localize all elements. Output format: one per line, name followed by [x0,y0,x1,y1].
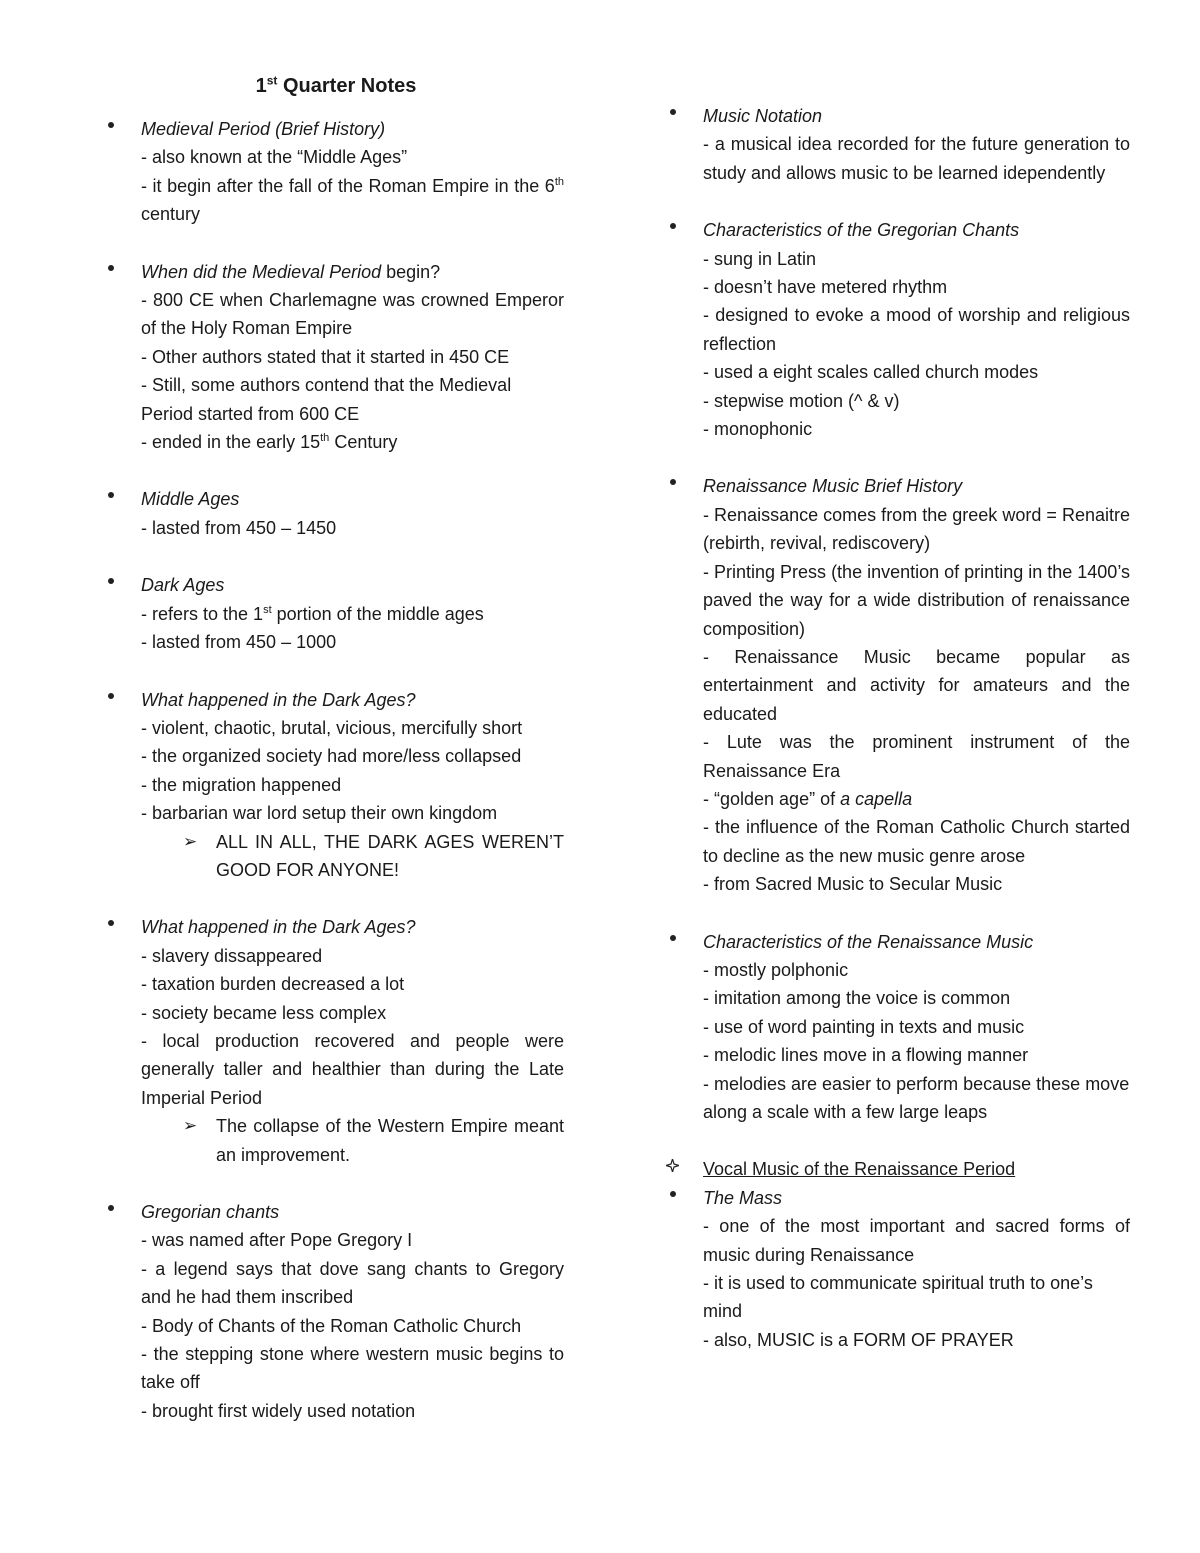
section-heading: Characteristics of the Renaissance Music [703,931,1034,952]
section-gregorian-chants [108,1198,564,1425]
sub-note: ➢ The collapse of the Western Empire meant an improvement. [141,1112,564,1169]
bullet-icon [670,1191,676,1197]
note-line: - melodic lines move in a flowing manner [703,1045,1029,1066]
section-heading: Medieval Period (Brief History) [141,119,386,139]
note-line: - stepwise motion (^ & v) [703,390,900,411]
section-renaissance-history [670,472,1130,898]
note-line: - a legend says that dove sang chants to Gregory and he had them inscribed [141,1258,564,1308]
bullet-icon [670,109,676,115]
bullet-icon [108,122,114,128]
note-line: - it begin after the fall of the Roman Empire in the 6th century [141,175,564,225]
arrow-bullet-icon: ➢ [183,1116,198,1136]
note-line: - the influence of the Roman Catholic Church started to decline as the new music genre arose [703,817,1130,866]
note-line: - designed to evoke a mood of worship and religious reflection [703,305,1130,354]
note-line: - mostly polphonic [703,959,849,980]
bullet-icon [670,479,676,485]
note-line: - lasted from 450 – 1450 [141,517,337,538]
section-heading: Music Notation [703,106,823,126]
note-line: - a musical idea recorded for the future generation to study and allows music to be learned idependently [703,134,1130,183]
section-heading: Vocal Music of the Renaissance Period [703,1159,1016,1180]
note-line: - Printing Press (the invention of printing in the 1400’s paved the way for a wide distribution of renaissance composition) [703,561,1130,639]
note-line: - melodies are easier to perform because these move along a scale with a few large leaps [703,1073,1130,1122]
note-line: - Lute was the prominent instrument of the Renaissance Era [703,732,1130,781]
section-renaissance-characteristics [670,928,1130,1127]
section-the-mass [670,1184,1130,1354]
note-line: - violent, chaotic, brutal, vicious, mercifully short [141,717,523,738]
bullet-icon [108,492,114,498]
note-line: - Body of Chants of the Roman Catholic Church [141,1315,522,1336]
note-line: - Other authors stated that it started in 450 CE [141,346,510,367]
note-line: - sung in Latin [703,248,817,269]
section-middle-ages [108,485,564,542]
section-dark-ages [108,571,564,656]
note-line: - imitation among the voice is common [703,988,1011,1009]
bullet-icon [670,935,676,941]
note-line: - local production recovered and people were generally taller and healthier than during the Late Imperial Period [141,1030,564,1108]
note-line: - Renaissance comes from the greek word = Renaitre (rebirth, revival, rediscovery) [703,504,1130,554]
note-line: - Renaissance Music became popular as entertainment and activity for amateurs and the educated [703,646,1130,724]
bullet-icon [108,578,114,584]
bullet-icon [108,1205,114,1211]
section-heading: When did the Medieval Period begin? [141,261,441,282]
section-music-notation [670,102,1130,187]
page-title [108,72,564,100]
note-line: - taxation burden decreased a lot [141,974,405,995]
section-heading: What happened in the Dark Ages? [141,917,416,938]
bullet-icon [108,265,114,271]
note-line: - the organized society had more/less collapsed [141,746,522,767]
note-line: - the stepping stone where western music begins to take off [141,1344,564,1393]
section-vocal-music [670,1155,1130,1183]
section-heading: Dark Ages [141,575,225,596]
section-dark-ages-happened-1 [108,686,564,885]
section-heading: The Mass [703,1187,783,1208]
diamond-bullet-icon [666,1159,679,1172]
section-dark-ages-happened-2 [108,913,564,1169]
note-line: - “golden age” of a capella [703,788,913,809]
bullet-icon [108,693,114,699]
sub-note: ➢ ALL IN ALL, THE DARK AGES WEREN’T GOOD FOR ANYONE! [141,828,564,885]
note-line: - lasted from 450 – 1000 [141,632,337,653]
note-line: - used a eight scales called church modes [703,362,1039,383]
note-line: - refers to the 1st portion of the middle ages [141,603,484,624]
note-line: - ended in the early 15th Century [141,432,398,453]
section-heading: What happened in the Dark Ages? [141,689,416,710]
note-line: - monophonic [703,419,813,440]
note-line: - Still, some authors contend that the Medieval Period started from 600 CE [141,375,512,424]
section-medieval-begin [108,258,564,457]
section-gregorian-characteristics [670,216,1130,443]
note-line: - barbarian war lord setup their own kingdom [141,803,498,824]
note-line: - also known at the “Middle Ages” [141,147,408,168]
note-line: - it is used to communicate spiritual truth to one’s mind [703,1273,1093,1322]
section-heading: Renaissance Music Brief History [703,476,963,497]
section-heading: Characteristics of the Gregorian Chants [703,220,1020,241]
note-line: - use of word painting in texts and music [703,1016,1025,1037]
note-line: - doesn’t have metered rhythm [703,277,948,298]
arrow-bullet-icon: ➢ [183,831,198,851]
left-column [108,72,564,1425]
note-line: - from Sacred Music to Secular Music [703,874,1003,895]
note-line: - the migration happened [141,774,342,795]
section-medieval-period [108,115,564,229]
title-sup: st [266,73,278,88]
bullet-icon [670,223,676,229]
note-line: - 800 CE when Charlemagne was crowned Emperor of the Holy Roman Empire [141,290,564,339]
title-text: Quarter Notes [277,75,417,97]
section-heading: Middle Ages [141,489,240,510]
bullet-icon [108,920,114,926]
note-line: - slavery dissappeared [141,945,323,966]
note-line: - also, MUSIC is a FORM OF PRAYER [703,1329,1014,1350]
right-column [670,102,1130,1354]
title-number: 1 [255,75,267,97]
note-line: - society became less complex [141,1002,387,1023]
section-heading: Gregorian chants [141,1202,280,1222]
note-line: - one of the most important and sacred forms of music during Renaissance [703,1216,1130,1265]
note-line: - was named after Pope Gregory I [141,1230,413,1251]
note-line: - brought first widely used notation [141,1400,416,1421]
